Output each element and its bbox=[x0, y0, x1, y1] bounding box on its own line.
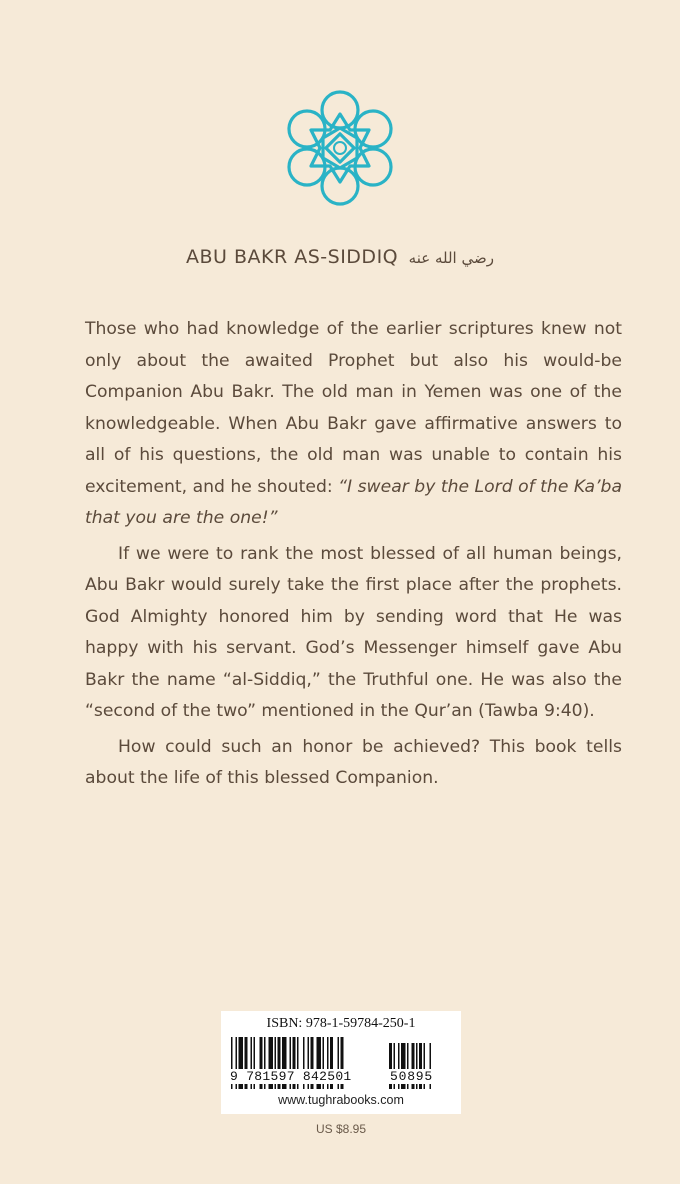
blurb-paragraph-1-text: Those who had knowledge of the earlier scriptures knew not only about the awaited Prophet but also his would-be Companion Abu Bakr. The old man in Yemen was one of the knowledgeable. When Abu Bakr gave affirmative answers to all of his questions, the old man was unable to contain his excitement, and he shouted: bbox=[85, 319, 622, 497]
publisher-url: www.tughrabooks.com bbox=[278, 1093, 404, 1107]
isbn-number: ISBN: 978-1-59784-250-1 bbox=[266, 1016, 416, 1031]
blurb-paragraph-1 bbox=[85, 314, 622, 535]
barcode-main-digits: 9 781597 842501 bbox=[230, 1069, 352, 1084]
blurb bbox=[85, 314, 622, 795]
price-label: US $8.95 bbox=[315, 1122, 367, 1136]
blurb-paragraph-3: How could such an honor be achieved? This book tells about the life of this blessed Companion. bbox=[85, 736, 622, 788]
geometric-star-emblem-icon bbox=[280, 88, 400, 208]
book-title-text: ABU BAKR AS-SIDDIQ bbox=[186, 246, 399, 268]
blurb-quote: “I swear by the Lord of the Ka’ba that you are the one!” bbox=[85, 476, 622, 528]
honorific-calligraphy: رضي الله عنه bbox=[408, 249, 494, 267]
isbn-barcode-label bbox=[221, 1011, 461, 1114]
book-title bbox=[0, 246, 680, 268]
barcode-addon-digits: 50895 bbox=[390, 1069, 434, 1084]
blurb-paragraph-2: If we were to rank the most blessed of all human beings, Abu Bakr would surely take the first place after the prophets. God Almighty honored him by sending word that He was happy with his servant. God’s Messenger himself gave Abu Bakr the name “al-Siddiq,” the Truthful one. He was also the “second of the two” mentioned in the Qur’an (Tawba 9:40). bbox=[85, 543, 622, 721]
